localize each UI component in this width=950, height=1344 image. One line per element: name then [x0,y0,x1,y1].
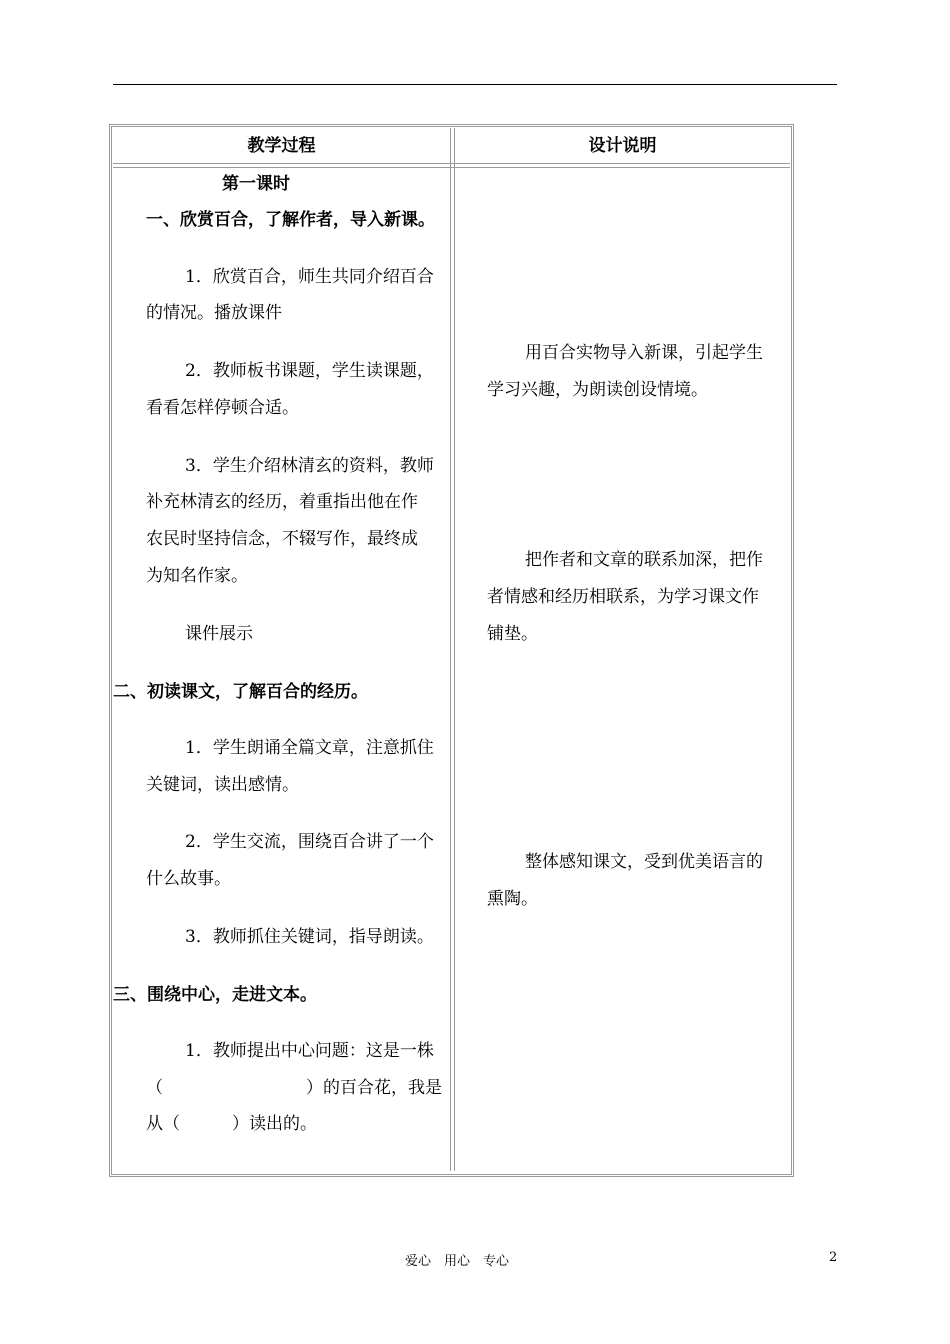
item-1-2-line-2: 看看怎样停顿合适。 [146,398,299,418]
header-rule [113,84,837,85]
section-1-heading: 一、欣赏百合，了解作者，导入新课。 [146,210,435,230]
section-3-heading: 三、围绕中心，走进文本。 [113,985,317,1005]
item-3-1-line-1: 1．教师提出中心问题：这是一株 [185,1041,434,1061]
item-2-1-line-2: 关键词，读出感情。 [146,775,299,795]
item-1-3-line-2: 补充林清玄的经历，着重指出他在作 [146,492,418,512]
note-2-line-3: 铺垫。 [487,624,538,644]
item-3-1-line-3-close: ）读出的。 [232,1114,317,1134]
item-1-1-line-2: 的情况。播放课件 [146,303,282,323]
page-number: 2 [829,1250,838,1265]
note-1-line-1: 用百合实物导入新课，引起学生 [525,343,763,363]
header-teaching-process: 教学过程 [247,136,316,156]
column-divider [450,128,455,1171]
item-1-3-line-1: 3．学生介绍林清玄的资料，教师 [185,456,434,476]
item-3-1-line-2-open: （ [146,1078,163,1098]
item-2-3-line-1: 3．教师抓住关键词，指导朗读。 [185,927,434,947]
section-2-heading: 二、初读课文，了解百合的经历。 [113,682,368,702]
header-row-divider [113,163,790,168]
item-2-2-line-2: 什么故事。 [146,869,231,889]
item-1-3-line-3: 农民时坚持信念，不辍写作，最终成 [146,529,418,549]
lesson-title: 第一课时 [222,174,290,194]
courseware-note: 课件展示 [185,624,253,644]
item-3-1-line-2-close: ）的百合花，我是 [306,1078,442,1098]
item-3-1-line-3-open: 从（ [146,1114,180,1134]
item-2-1-line-1: 1．学生朗诵全篇文章，注意抓住 [185,738,434,758]
item-2-2-line-1: 2．学生交流，围绕百合讲了一个 [185,832,434,852]
note-1-line-2: 学习兴趣，为朗读创设情境。 [487,380,708,400]
note-3-line-1: 整体感知课文，受到优美语言的 [525,852,763,872]
note-3-line-2: 熏陶。 [487,889,538,909]
item-1-1-line-1: 1．欣赏百合，师生共同介绍百合 [185,267,434,287]
item-1-3-line-4: 为知名作家。 [146,566,248,586]
header-design-notes: 设计说明 [588,136,657,156]
footer-motto: 爱心 用心 专心 [405,1254,510,1269]
item-1-2-line-1: 2．教师板书课题，学生读课题， [185,361,434,381]
note-2-line-2: 者情感和经历相联系，为学习课文作 [487,587,759,607]
note-2-line-1: 把作者和文章的联系加深，把作 [525,550,763,570]
